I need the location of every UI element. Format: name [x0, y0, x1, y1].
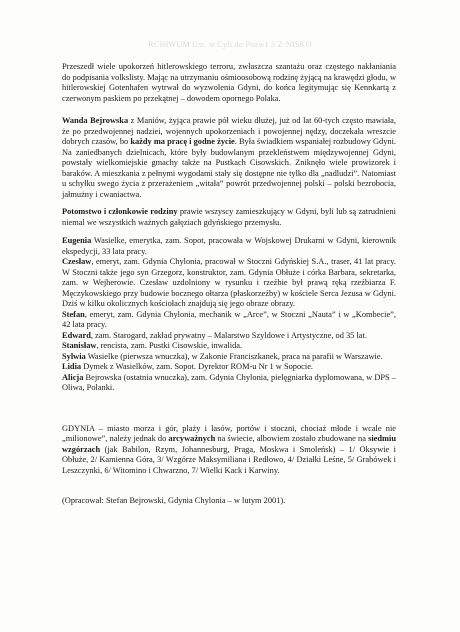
family-entry-sylwia: Sylwia Wasielke (pierwsza wnuczka), w Zakonie Franciszkanek, praca na parafii w Warszawie. — [62, 351, 383, 361]
paragraph-gdynia: GDYNIA – miasto morza i gór, plaży i lasów, portów i stoczni, chociaż młode i wcale nie „milionowe”, należy jednak do arcyważnych na świecie, albowiem zostało zbudowane na siedmiu wzgórzach (jak Babilon, Rzym, Johannesburg, Praga, Moskwa i Smoleńsk) – 1/ Oksywie i Obłuże, 2/ Kamienna Góra, 3/ Wzgórze Maksymiliana i Redłowo, 4/ Działki Leśne, 5/ Grabówek i Leszczynki, 6/ Witomino i Chwarzno, 7/ Wielki Kack i Karwiny. — [62, 423, 396, 475]
family-entry-edward: Edward, zam. Starogard, zakład prywatny – Malarstwo Szyldowe i Artystyczne, od 35 lat. — [62, 330, 367, 340]
emphasis-arcywazne: arcyważnych — [168, 434, 216, 443]
paragraph-family-intro: Potomstwo i członkowie rodziny prawie wszyscy zamieszkujący w Gdyni, byli lub są zatrudnieni niemal we wszystkich ważnych gałęziach gdyńskiego przemysłu. — [62, 207, 396, 227]
family-entry-stanislaw: Stanisław, rencista, zam. Pustki Cisowskie, inwalida. — [62, 341, 243, 350]
name-wanda: Wanda Bejrowska — [62, 116, 129, 125]
paragraph-occupation: Przeszedł wiele upokorzeń hitlerowskiego terroru, zwłaszcza szantażu oraz częstego nakłaniania do podpisania volkslisty. Mając na utrzymaniu ośmioosobową rodzinę żyjącą na krawędzi głodu, w hitlerowskiej Gotenhafen wytrwał do wyzwolenia Gdyni, do końca legitymując się Kennkartą z czerwonym paskiem po przekątnej – dowodem opornego Polaka. — [62, 62, 396, 103]
family-list — [62, 236, 396, 394]
family-entry-alicja: Alicja Bejrowska (ostatnia wnuczka), zam. Gdynia Chylonia, pielęgniarka dyplomowana, w DPS – Oliwa, Polanki. — [62, 372, 396, 392]
family-entry-czeslaw: Czesław, emeryt, zam. Gdynia Chylonia, pracował w Stoczni Gdyńskiej S.A., traser, 41 lat pracy. W Stoczni także jego syn Grzegorz, konstruktor, zam. Gdynia Obłuże i córka Barbara, sekretarka, zam. w Wejherowie. Czesław uzdolniony w rysunku i rzeźbie był prawą ręką rzeźbiarza F. Męczykowskiego przy budowie bocznego ołtarza (płaskorzeźby) w kościele Serca Jezusa w Gdyni. Dziś w kilku okolicznych kościołach znajdują się jego obraze obrazy. — [62, 257, 396, 308]
emphasis-work: każdy ma pracę i godne życie — [130, 137, 235, 146]
family-entry-lidia: Lidia Dymek z Wasielków, zam. Sopot. Dyrektor ROM-u Nr 1 w Sopocie. — [62, 362, 314, 371]
family-entry-eugenia: Eugenia Wasielke, emerytka, zam. Sopot, pracowała w Wojskowej Drukarni w Gdyni, kierownik ekspedycji, 33 lata pracy. — [62, 236, 396, 256]
author-footnote: (Opracował: Stefan Bejrowski, Gdynia Chylonia – w lutym 2001). — [62, 496, 286, 505]
paragraph-wanda: Wanda Bejrowska z Maniów, żyjąca prawie pół wieku dłużej, już od lat 60-tych często mawiała, że po przedwojennej nadziei, wojennych upokorzeniach i powojennej nędzy, doczekała wreszcie dobrych czasów, bo każdy ma pracę i godne życie. Była świadkiem wspaniałej rozbudowy Gdyni. Na zaniedbanych dzielnicach, które były budowlanym przekleństwem międzywojennej Gdyni, powstały wielkomiejskie gmachy także na Pustkach Cisowskich. Zniknęło wiele prowizorek i baraków. A mieszkania z pełnymi wygodami stały się dostępne nie tylko dla „nadludzi”. Natomiast u schyłku swego życia z przerażeniem „witała” powrót przedwojennej polski – polski bezrobocia, jałmużny i cwaniactwa. — [62, 116, 396, 199]
show-through-header: RCHIWUM Ust. w Cyli do Pozw1 3 Z·NISKO — [148, 40, 312, 49]
family-entry-stefan: Stefan, emeryt, zam. Gdynia Chylonia, mechanik w „Arce”, w Stoczni „Nauta” i w „Kombecie”, 42 lata pracy. — [62, 309, 396, 329]
emphasis-siedem-wzgorz: siedmiu wzgórzach — [62, 434, 396, 454]
emphasis-family: Potomstwo i członkowie rodziny — [62, 207, 178, 216]
